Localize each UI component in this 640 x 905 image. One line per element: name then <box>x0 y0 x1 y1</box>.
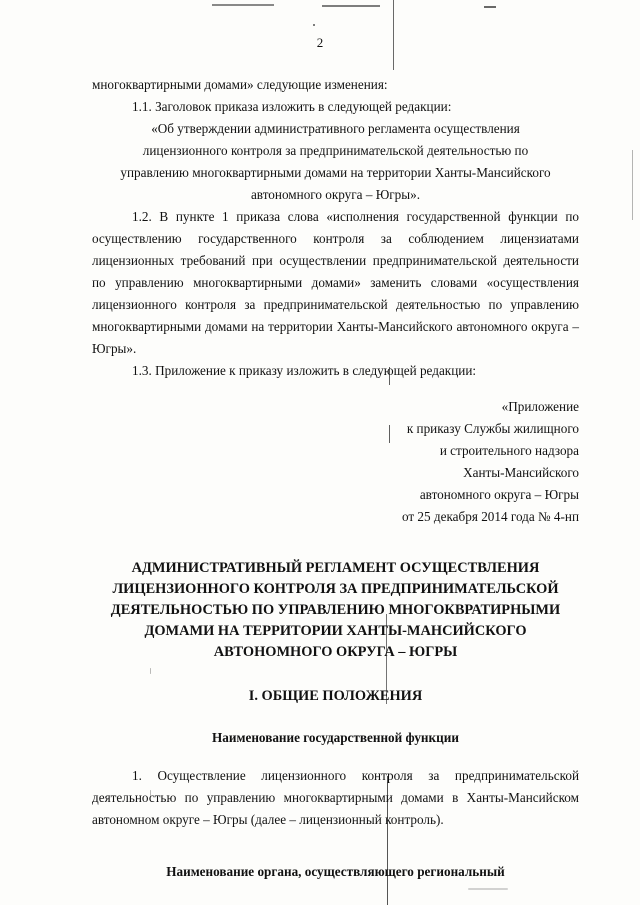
item-1-3: 1.3. Приложение к приказу изложить в следующей редакции: <box>132 363 477 378</box>
paragraph-1: 1. Осуществление лицензионного контроля за предпринимательской деятельностью по управлению многоквартирными домами в Ханты-Мансийском автономном округе – Югры (далее – лицензионный контроль). <box>92 768 579 827</box>
edge-mark-right <box>632 150 633 220</box>
item-1-2: 1.2. В пункте 1 приказа слова «исполнения государственной функции по осуществлению государственного контроля за соблюдением лицензиатами лицензионных требований при осуществлении предпринимательской деятельности по управлению многоквартирными домами» заменить словами «осуществления лицензионного контроля за предпринимательской деятельностью по управлению многоквартирными домами на территории Ханты-Мансийского автономного округа – Югры». <box>92 209 579 356</box>
appendix-line-4: Ханты-Мансийского <box>463 465 579 480</box>
appendix-line-6: от 25 декабря 2014 года № 4-нп <box>401 509 579 524</box>
document-body <box>92 74 579 883</box>
quoted-title: «Об утверждении административного регламента осуществления лицензионного контроля за предпринимательской деятельностью по управлению многоквартирными домами на территории Ханты-Мансийского автономного округа – Югры». <box>120 121 551 202</box>
appendix-block <box>92 396 579 528</box>
intro-tail: многоквартирными домами» следующие изменения: <box>92 77 388 92</box>
scan-artifact-top-center <box>322 5 380 7</box>
appendix-line-1: «Приложение <box>501 399 579 414</box>
subsection-function-name: Наименование государственной функции <box>212 730 459 745</box>
speck-4 <box>468 888 508 890</box>
appendix-line-2: к приказу Службы жилищного <box>406 421 579 436</box>
appendix-line-5: автономного округа – Югры <box>419 487 579 502</box>
page-number: 2 <box>316 35 324 50</box>
scan-artifact-top-left <box>212 4 274 6</box>
speck-1 <box>313 24 315 26</box>
regulation-title: АДМИНИСТРАТИВНЫЙ РЕГЛАМЕНТ ОСУЩЕСТВЛЕНИЯ ЛИЦЕНЗИОННОГО КОНТРОЛЯ ЗА ПРЕДПРИНИМАТЕЛЬСКОЙ ДЕЯТЕЛЬНОСТЬЮ ПО УПРАВЛЕНИЮ МНОГОКВРАТИРНЫМИ ДОМАМИ НА ТЕРРИТОРИИ ХАНТЫ-МАНСИЙСКОГО АВТОНОМНОГО ОКРУГА – ЮГРЫ <box>110 560 561 660</box>
scan-artifact-top-right <box>484 6 496 8</box>
appendix-line-3: и строительного надзора <box>439 443 579 458</box>
subsection-body-name: Наименование органа, осуществляющего региональный <box>166 864 505 879</box>
item-1-1: 1.1. Заголовок приказа изложить в следующей редакции: <box>132 99 452 114</box>
section-1-title: I. ОБЩИЕ ПОЛОЖЕНИЯ <box>248 688 423 704</box>
